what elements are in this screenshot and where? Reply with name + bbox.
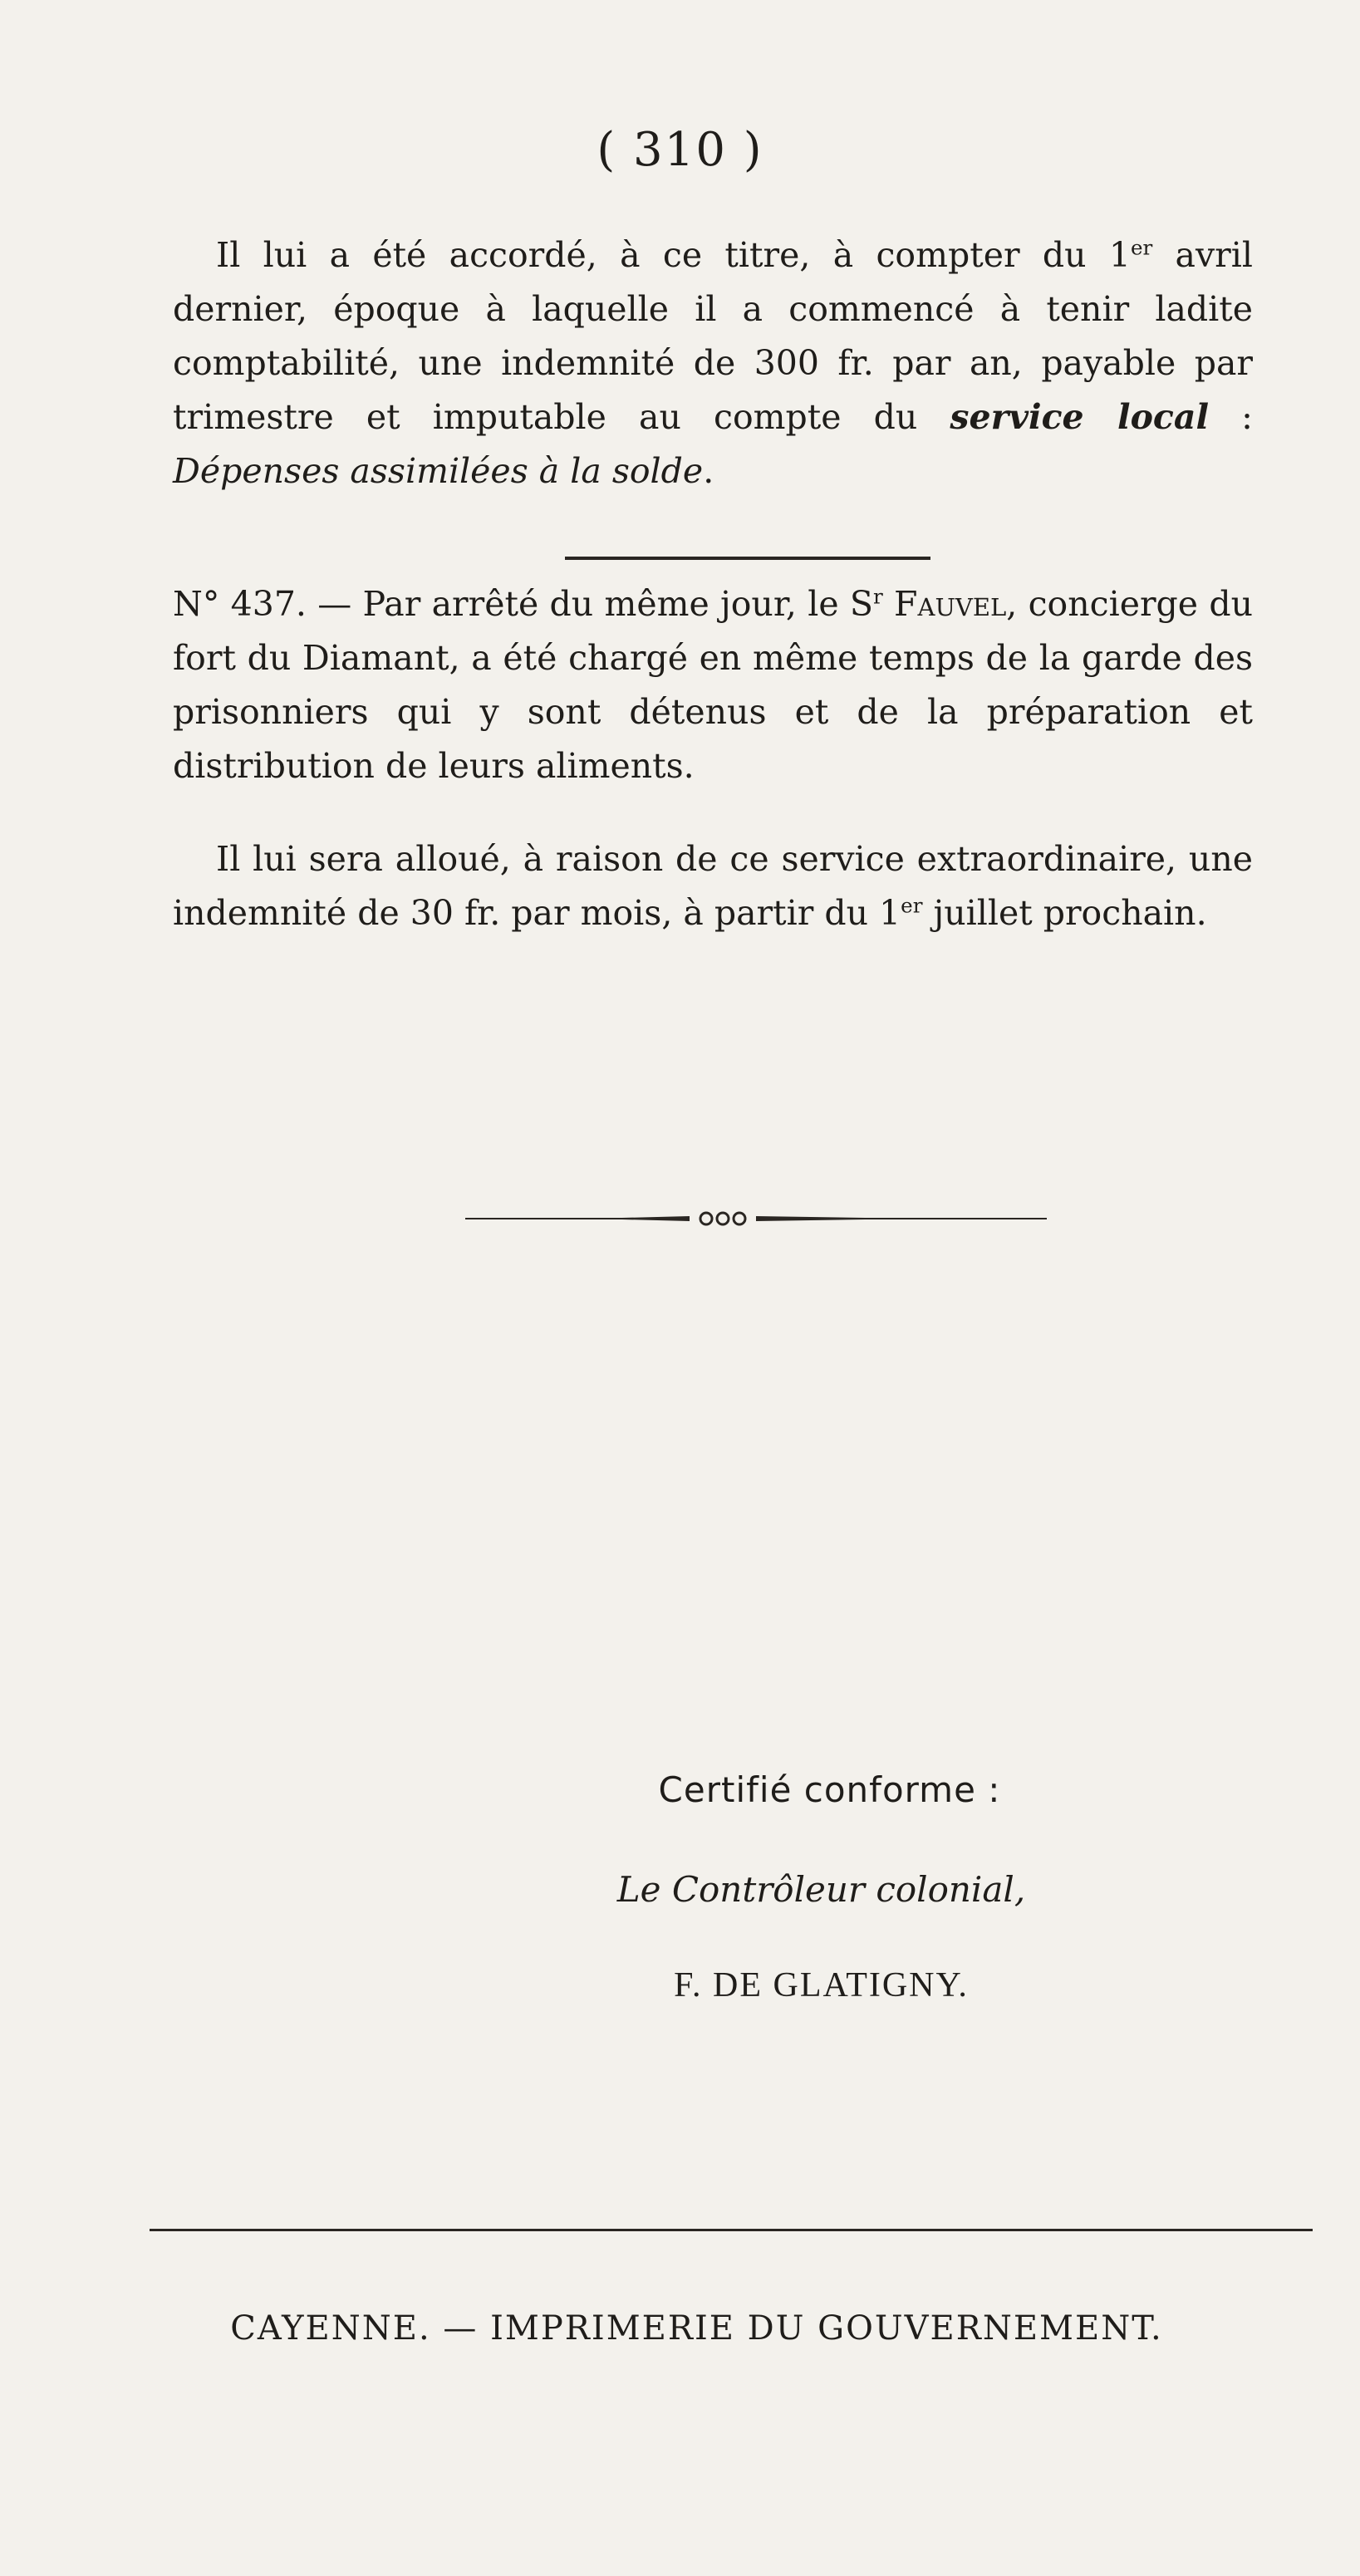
printer-imprint: CAYENNE. — IMPRIMERIE DU GOUVERNEMENT. bbox=[230, 2309, 1163, 2348]
p1-service-local: service local bbox=[950, 397, 1210, 437]
p1-text-d: . bbox=[703, 451, 714, 491]
p3-sup-a: er bbox=[901, 893, 923, 918]
controleur-title: Le Contrôleur colonial, bbox=[616, 1869, 1026, 1910]
p1-text-a: Il lui a été accordé, à ce titre, à compter du 1 bbox=[216, 235, 1131, 275]
section-divider-rule bbox=[565, 557, 930, 560]
p2-text-b: , concierge du fort du Diamant, a été chargé en même temps de la garde des prisonniers qui y sont détenus et de la préparation et distribution de leurs aliments. bbox=[173, 584, 1253, 786]
p2-sup-a: r bbox=[872, 584, 883, 609]
p2-name: Fauvel bbox=[894, 584, 1007, 624]
arrete-number: N° 437. bbox=[173, 584, 307, 624]
p1-text-b: avril dernier, époque à laquelle il a commencé à tenir ladite comptabilité, une indemnité de 300 fr. par an, payable par trimestre et imputable au compte du bbox=[173, 235, 1253, 437]
signatory-name: F. DE GLATIGNY. bbox=[674, 1966, 969, 2004]
paragraph-indemnite-comptabilite bbox=[173, 228, 1253, 498]
ornament-divider-icon bbox=[465, 1209, 1047, 1229]
p3-text-b: juillet prochain. bbox=[922, 893, 1207, 933]
p1-sup-a: er bbox=[1130, 235, 1153, 260]
certified-statement: Certifié conforme : bbox=[658, 1769, 1001, 1810]
imprint-rule bbox=[150, 2229, 1313, 2231]
paragraph-indemnite-mensuelle bbox=[173, 832, 1253, 940]
p3-text-a: Il lui sera alloué, à raison de ce service extraordinaire, une indemnité de 30 fr. par mois, à partir du 1 bbox=[173, 839, 1253, 933]
p1-text-c: : bbox=[1209, 397, 1253, 437]
p1-depenses: Dépenses assimilées à la solde bbox=[173, 451, 704, 491]
p2-text-a: — Par arrêté du même jour, le S bbox=[306, 584, 873, 624]
page-number: ( 310 ) bbox=[597, 123, 763, 177]
paragraph-arrete-437 bbox=[173, 577, 1253, 793]
